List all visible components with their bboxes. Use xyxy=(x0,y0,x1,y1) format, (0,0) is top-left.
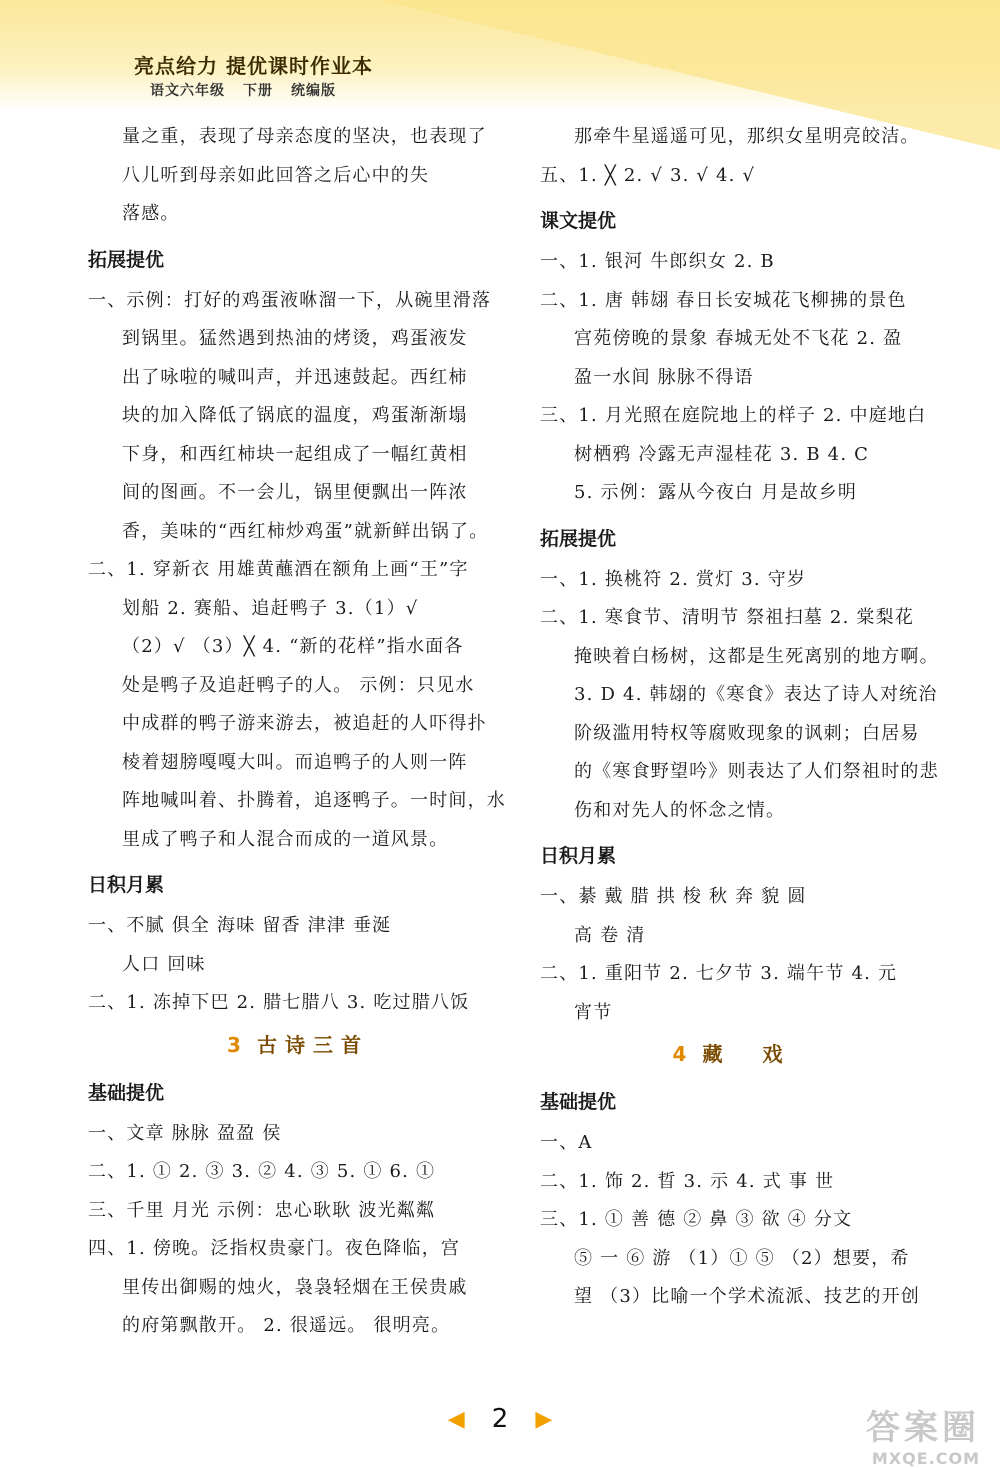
answer-line: 下身，和西红柿块一起组成了一幅红黄相 xyxy=(122,443,468,465)
watermark-logo xyxy=(866,1400,980,1468)
book-brand-title: 亮点给力 提优课时作业本 xyxy=(134,54,373,78)
watermark-url: MXQE.COM xyxy=(871,1449,980,1468)
answer-line: 二、1. 重阳节 2. 七夕节 3. 端午节 4. 元 xyxy=(540,963,898,984)
section-heading: 日积月累 xyxy=(540,845,617,867)
answer-line: 三、1. ① 善 德 ② 鼻 ③ 欲 ④ 分文 xyxy=(540,1209,853,1230)
answer-line: 树栖鸦 冷露无声湿桂花 3. B 4. C xyxy=(574,443,870,465)
answer-line: 一、1. 换桃符 2. 赏灯 3. 守岁 xyxy=(540,568,807,590)
section-heading: 拓展提优 xyxy=(540,527,617,550)
answer-line: 宫苑傍晚的景象 春城无处不飞花 2. 盈 xyxy=(574,328,903,349)
answer-line: 二、1. 寒食节、清明节 祭祖扫墓 2. 棠梨花 xyxy=(540,607,915,628)
answer-line: 5. 示例：露从今夜白 月是故乡明 xyxy=(574,482,858,503)
answer-line: 中成群的鸭子游来游去，被追赶的人吓得扑 xyxy=(122,713,487,734)
answer-line: 一、不腻 俱全 海味 留香 津津 垂涎 xyxy=(88,915,392,936)
answer-line: 间的图画。不一会儿，锅里便飘出一阵浓 xyxy=(122,482,468,503)
answer-line: 一、示例：打好的鸡蛋液咻溜一下，从碗里滑落 xyxy=(88,289,492,311)
answer-line: 二、1. 唐 韩翃 春日长安城花飞柳拂的景色 xyxy=(540,289,907,311)
watermark-text: 答案圈 xyxy=(866,1408,980,1448)
section-heading: 基础提优 xyxy=(88,1081,165,1104)
answer-line: 阵地喊叫着、扑腾着，追逐鸭子。一时间，水 xyxy=(122,790,506,811)
text-line: 那牵牛星遥遥可见，那织女星明亮皎洁。 xyxy=(574,126,920,147)
answer-line: 二、1. 穿新衣 用雄黄蘸酒在额角上画“王”字 xyxy=(88,559,469,580)
answer-line: 三、千里 月光 示例：忠心耿耿 波光粼粼 xyxy=(88,1199,436,1221)
answer-line: 出了咏啦的喊叫声，并迅速鼓起。西红柿 xyxy=(122,366,468,388)
section-heading: 拓展提优 xyxy=(88,248,165,271)
answer-line: 的《寒食野望吟》则表达了人们祭祖时的悲 xyxy=(574,761,939,782)
answer-line: 棱着翅膀嘎嘎大叫。而追鸭子的人则一阵 xyxy=(122,751,468,773)
lesson-name: 古诗三首 xyxy=(256,1032,369,1057)
page-footer xyxy=(0,1404,1000,1444)
answer-line: 三、1. 月光照在庭院地上的样子 2. 中庭地白 xyxy=(540,405,927,426)
answer-line: 里传出御赐的烛火，袅袅轻烟在王侯贵戚 xyxy=(122,1276,468,1298)
left-column xyxy=(88,118,508,1346)
text-line: 量之重，表现了母亲态度的坚决，也表现了 xyxy=(122,126,487,147)
answer-line: 掩映着白杨树，这都是生死离别的地方啊。 xyxy=(574,645,939,667)
edition-label: 统编版 xyxy=(291,83,336,99)
answer-line: 块的加入降低了锅底的温度，鸡蛋渐渐塌 xyxy=(122,405,468,426)
answer-line: 里成了鸭子和人混合而成的一道风景。 xyxy=(122,828,449,850)
page-number: 2 xyxy=(491,1404,509,1434)
answer-line: 阶级滥用特权等腐败现象的讽刺；白居易 xyxy=(574,722,920,744)
answer-line: 宵节 xyxy=(574,1001,613,1023)
answer-line: 的府第飘散开。 2. 很遥远。 很明亮。 xyxy=(122,1315,451,1336)
lesson-title xyxy=(540,1032,955,1076)
left-arrow-icon: ◀ xyxy=(447,1406,465,1432)
section-heading: 基础提优 xyxy=(540,1091,617,1113)
lesson-number: 3 xyxy=(227,1032,241,1057)
answer-line: 盈一水间 脉脉不得语 xyxy=(574,366,754,388)
volume-label: 下册 xyxy=(243,83,273,99)
right-arrow-icon: ▶ xyxy=(535,1406,553,1432)
answer-line: 二、1. 饰 2. 晢 3. 示 4. 式 事 世 xyxy=(540,1170,835,1192)
answer-line: 五、1. ╳ 2. √ 3. √ 4. √ xyxy=(540,164,756,186)
answer-line: 伤和对先人的怀念之情。 xyxy=(574,799,786,821)
answer-line: 一、A xyxy=(540,1132,593,1153)
section-heading: 日积月累 xyxy=(88,874,165,896)
answer-line: 二、1. 冻掉下巴 2. 腊七腊八 3. 吃过腊八饭 xyxy=(88,992,470,1013)
answer-line: 一、1. 银河 牛郎织女 2. B xyxy=(540,251,775,272)
grade-label: 语文六年级 xyxy=(150,83,225,99)
answer-line: 二、1. ① 2. ③ 3. ② 4. ③ 5. ① 6. ① xyxy=(88,1161,436,1182)
right-column xyxy=(540,118,955,1317)
lesson-name: 藏戏 xyxy=(702,1042,823,1066)
answer-line: 一、文章 脉脉 盈盈 侯 xyxy=(88,1122,282,1144)
answer-line: 人口 回味 xyxy=(122,953,206,975)
lesson-title xyxy=(88,1023,508,1067)
answer-line: 处是鸭子及追赶鸭子的人。 示例：只见水 xyxy=(122,674,475,696)
answer-line: 四、1. 傍晚。泛指权贵豪门。夜色降临，宫 xyxy=(88,1238,461,1259)
answer-line: 到锅里。猛然遇到热油的烤烫，鸡蛋液发 xyxy=(122,328,468,349)
text-line: 八儿听到母亲如此回答之后心中的失 xyxy=(122,164,430,186)
answer-line: 香，美味的“西红柿炒鸡蛋”就新鲜出锅了。 xyxy=(122,520,489,542)
answer-line: 望 （3）比喻一个学术流派、技艺的开创 xyxy=(574,1286,920,1307)
section-heading: 课文提优 xyxy=(540,210,617,232)
answer-line: （2）√ （3）╳ 4. “新的花样”指水面各 xyxy=(122,636,464,657)
lesson-number: 4 xyxy=(672,1042,687,1066)
text-line: 落感。 xyxy=(122,203,180,224)
book-subtitle xyxy=(150,80,354,100)
answer-line: ⑤ 一 ⑥ 游 （1）① ⑤ （2）想要，希 xyxy=(574,1247,910,1269)
answer-line: 高 卷 清 xyxy=(574,924,646,946)
answer-line: 划船 2. 赛船、追赶鸭子 3.（1）√ xyxy=(122,597,419,619)
answer-line: 3. D 4. 韩翃的《寒食》表达了诗人对统治 xyxy=(574,684,938,705)
answer-line: 一、綦 戴 腊 拱 梭 秋 奔 貌 圆 xyxy=(540,886,807,907)
